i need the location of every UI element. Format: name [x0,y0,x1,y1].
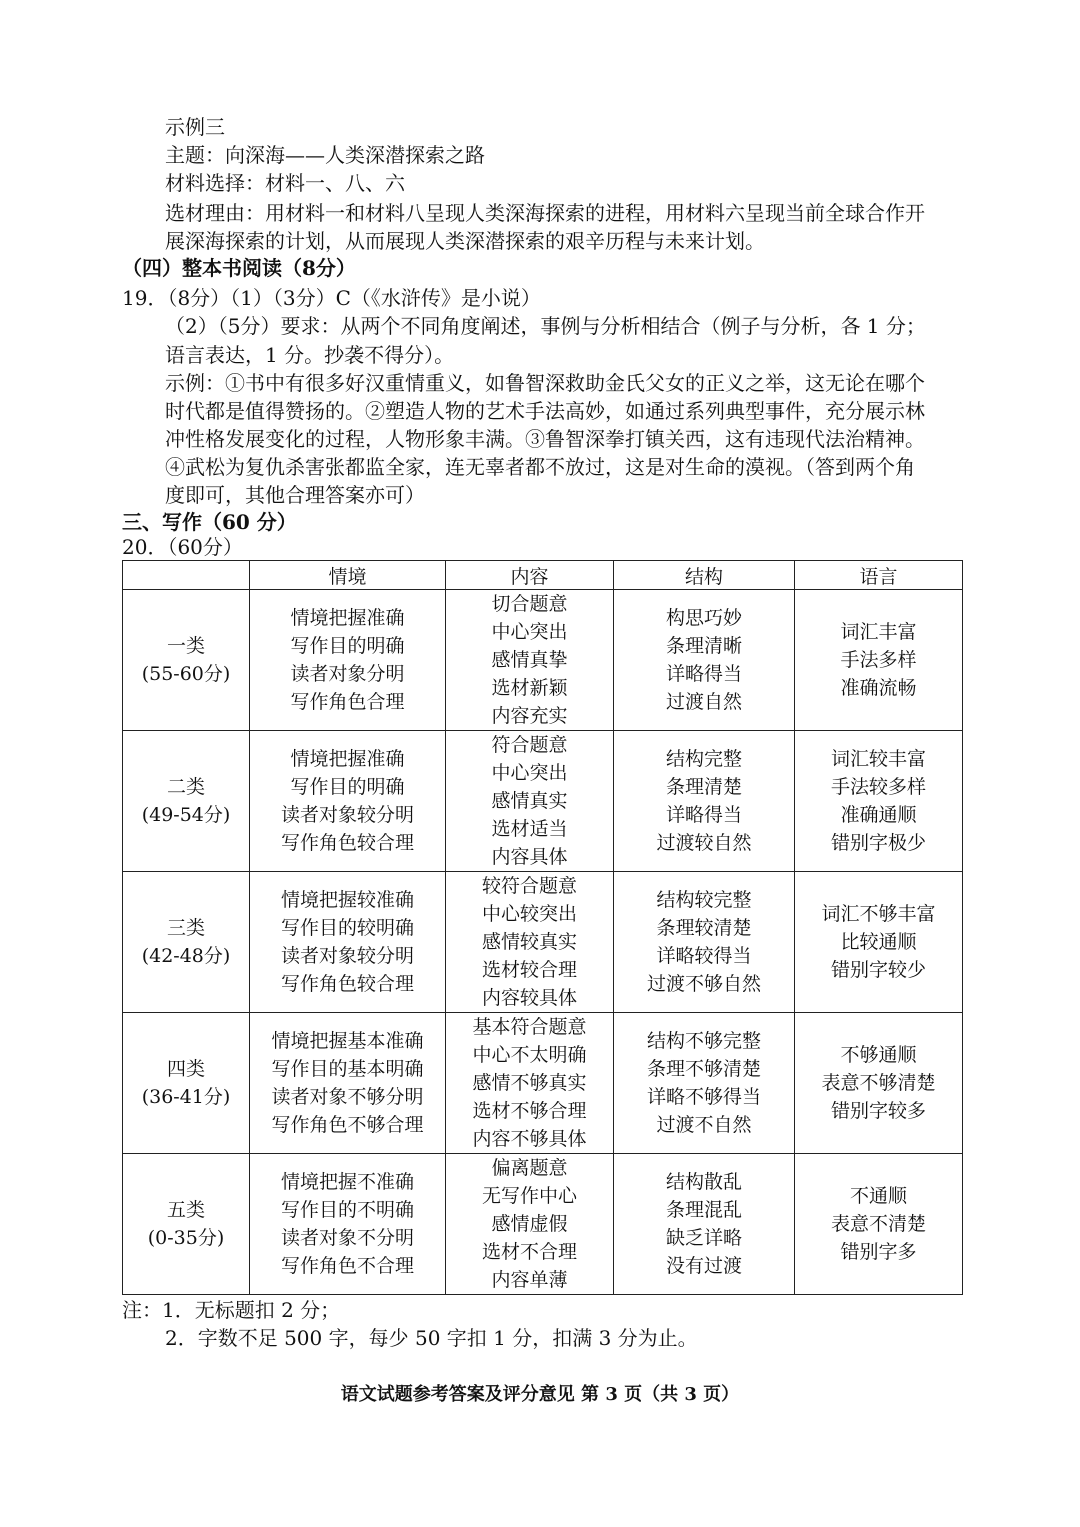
neirong-cell [446,872,614,1013]
example3-heading: 示例三 [165,115,225,139]
criterion: 条理清楚 [665,776,742,798]
criterion: 内容单薄 [491,1269,568,1291]
criterion: 写作目的不明确 [280,1199,414,1221]
category-name: 一类 [166,635,205,657]
criterion: 偏离题意 [491,1157,568,1179]
q19-line2: （2）（5分）要求：从两个不同角度阐述，事例与分析相结合（例子与分析，各 1 分； [165,314,926,338]
criterion: 准确通顺 [840,804,917,826]
category-cell [123,731,250,872]
criterion: 情境把握较准确 [280,889,414,911]
note-line2: 2．字数不足 500 字，每少 50 字扣 1 分，扣满 3 分为止。 [165,1326,698,1350]
criterion: 选材较合理 [481,959,577,981]
category-cell [123,872,250,1013]
category-cell [123,1013,250,1154]
category-name: 三类 [166,917,205,939]
criterion: 缺乏详略 [665,1227,742,1249]
criterion: 选材不合理 [481,1241,577,1263]
header-neirong: 内容 [446,561,614,590]
q19-line4: 示例：①书中有很多好汉重情重义，如鲁智深救助金氏父女的正义之举，这无论在哪个 [165,371,925,395]
criterion: 符合题意 [491,734,568,756]
criterion: 内容不够具体 [472,1128,587,1150]
qingjing-cell [250,872,446,1013]
criterion: 比较通顺 [840,931,917,953]
criterion: 过渡较自然 [656,832,752,854]
rubric-row [123,731,963,872]
rubric-row [123,1154,963,1295]
criterion: 详略不够得当 [646,1086,761,1108]
criterion: 错别字极少 [830,832,926,854]
yuyan-cell [795,731,963,872]
criterion: 切合题意 [491,593,568,615]
criterion: 词汇较丰富 [830,748,926,770]
criterion: 内容具体 [491,846,568,868]
scoring-rubric-table [122,560,963,1295]
header-qingjing: 情境 [250,561,446,590]
criterion: 写作角色较合理 [280,832,414,854]
q19-line6: 冲性格发展变化的过程，人物形象丰满。③鲁智深拳打镇关西，这有违现代法治精神。 [165,427,925,451]
criterion: 写作目的基本明确 [271,1058,424,1080]
criterion: 结构散乱 [665,1171,742,1193]
example3-reason-line1: 选材理由：用材料一和材料八呈现人类深海探索的进程，用材料六呈现当前全球合作开 [165,201,925,225]
criterion: 写作角色不合理 [280,1255,414,1277]
criterion: 条理清晰 [665,635,742,657]
criterion: 词汇丰富 [840,621,917,643]
criterion: 错别字多 [840,1241,917,1263]
category-range: (0-35分) [147,1227,225,1249]
category-range: (49-54分) [141,804,231,826]
criterion: 读者对象较分明 [280,945,414,967]
criterion: 中心较突出 [481,903,577,925]
yuyan-cell [795,872,963,1013]
neirong-cell [446,731,614,872]
criterion: 读者对象不分明 [280,1227,414,1249]
category-name: 五类 [166,1199,205,1221]
criterion: 结构不够完整 [646,1030,761,1052]
criterion: 错别字较多 [830,1100,926,1122]
criterion: 写作目的明确 [290,776,405,798]
rubric-row [123,872,963,1013]
criterion: 准确流畅 [840,677,917,699]
yuyan-cell [795,590,963,731]
category-name: 二类 [166,776,205,798]
criterion: 词汇不够丰富 [821,903,936,925]
example3-materials: 材料选择：材料一、八、六 [165,171,405,195]
jiegou-cell [614,731,795,872]
criterion: 写作目的明确 [290,635,405,657]
criterion: 读者对象不够分明 [271,1086,424,1108]
qingjing-cell [250,1013,446,1154]
criterion: 中心突出 [491,762,568,784]
yuyan-cell [795,1154,963,1295]
yuyan-cell [795,1013,963,1154]
criterion: 构思巧妙 [665,607,742,629]
neirong-cell [446,1154,614,1295]
criterion: 基本符合题意 [472,1016,587,1038]
criterion: 写作角色较合理 [280,973,414,995]
page-footer: 语文试题参考答案及评分意见 第 3 页（共 3 页） [340,1384,740,1405]
category-range: (55-60分) [141,663,231,685]
criterion: 过渡不自然 [656,1114,752,1136]
header-jiegou: 结构 [614,561,795,590]
criterion: 表意不够清楚 [821,1072,936,1094]
criterion: 感情不够真实 [472,1072,587,1094]
criterion: 结构完整 [665,748,742,770]
criterion: 详略得当 [665,804,742,826]
criterion: 情境把握准确 [290,607,405,629]
criterion: 选材不够合理 [472,1100,587,1122]
category-cell [123,590,250,731]
section4-heading: （四）整本书阅读（8分） [122,256,356,280]
neirong-cell [446,1013,614,1154]
criterion: 过渡自然 [665,691,742,713]
qingjing-cell [250,1154,446,1295]
rubric-header-row [123,561,963,590]
rubric-row [123,590,963,731]
criterion: 选材适当 [491,818,568,840]
criterion: 情境把握基本准确 [271,1030,424,1052]
category-range: (42-48分) [141,945,231,967]
criterion: 手法较多样 [830,776,926,798]
criterion: 选材新颖 [491,677,568,699]
criterion: 无写作中心 [481,1185,577,1207]
criterion: 读者对象较分明 [280,804,414,826]
criterion: 情境把握不准确 [280,1171,414,1193]
q19-line5: 时代都是值得赞扬的。②塑造人物的艺术手法高妙，如通过系列典型事件，充分展示林 [165,399,925,423]
criterion: 条理不够清楚 [646,1058,761,1080]
neirong-cell [446,590,614,731]
section3-heading: 三、写作（60 分） [122,510,297,534]
criterion: 内容较具体 [481,987,577,1009]
jiegou-cell [614,590,795,731]
criterion: 内容充实 [491,705,568,727]
criterion: 写作角色不够合理 [271,1114,424,1136]
criterion: 感情真挚 [491,649,568,671]
criterion: 感情较真实 [481,931,577,953]
header-yuyan: 语言 [795,561,963,590]
criterion: 过渡不够自然 [646,973,761,995]
criterion: 结构较完整 [656,889,752,911]
criterion: 中心突出 [491,621,568,643]
q19-line8: 度即可，其他合理答案亦可） [165,483,425,507]
criterion: 写作目的较明确 [280,917,414,939]
qingjing-cell [250,590,446,731]
criterion: 较符合题意 [481,875,577,897]
criterion: 条理较清楚 [656,917,752,939]
criterion: 写作角色合理 [290,691,405,713]
criterion: 感情虚假 [491,1213,568,1235]
q19-line3: 语言表达，1 分。抄袭不得分）。 [165,343,455,367]
criterion: 感情真实 [491,790,568,812]
rubric-row [123,1013,963,1154]
criterion: 条理混乱 [665,1199,742,1221]
example3-theme: 主题：向深海——人类深潜探索之路 [165,143,485,167]
category-range: (36-41分) [141,1086,231,1108]
jiegou-cell [614,1013,795,1154]
criterion: 读者对象分明 [290,663,405,685]
criterion: 没有过渡 [665,1255,742,1277]
category-name: 四类 [166,1058,205,1080]
criterion: 不够通顺 [840,1044,917,1066]
example3-reason-line2: 展深海探索的计划，从而展现人类深潜探索的艰辛历程与未来计划。 [165,229,765,253]
criterion: 不通顺 [849,1185,907,1207]
criterion: 手法多样 [840,649,917,671]
jiegou-cell [614,1154,795,1295]
qingjing-cell [250,731,446,872]
criterion: 情境把握准确 [290,748,405,770]
criterion: 中心不太明确 [472,1044,587,1066]
q19-line7: ④武松为复仇杀害张都监全家，连无辜者都不放过，这是对生命的漠视。（答到两个角 [165,455,915,479]
criterion: 详略较得当 [656,945,752,967]
note-line1: 注：1．无标题扣 2 分； [122,1298,341,1322]
category-cell [123,1154,250,1295]
jiegou-cell [614,872,795,1013]
criterion: 错别字较少 [830,959,926,981]
header-empty [123,561,250,590]
criterion: 表意不清楚 [830,1213,926,1235]
criterion: 详略得当 [665,663,742,685]
q19-line1: 19．（8分）（1）（3分）C（《水浒传》是小说） [122,286,541,310]
q20-label: 20．（60分） [122,535,243,559]
